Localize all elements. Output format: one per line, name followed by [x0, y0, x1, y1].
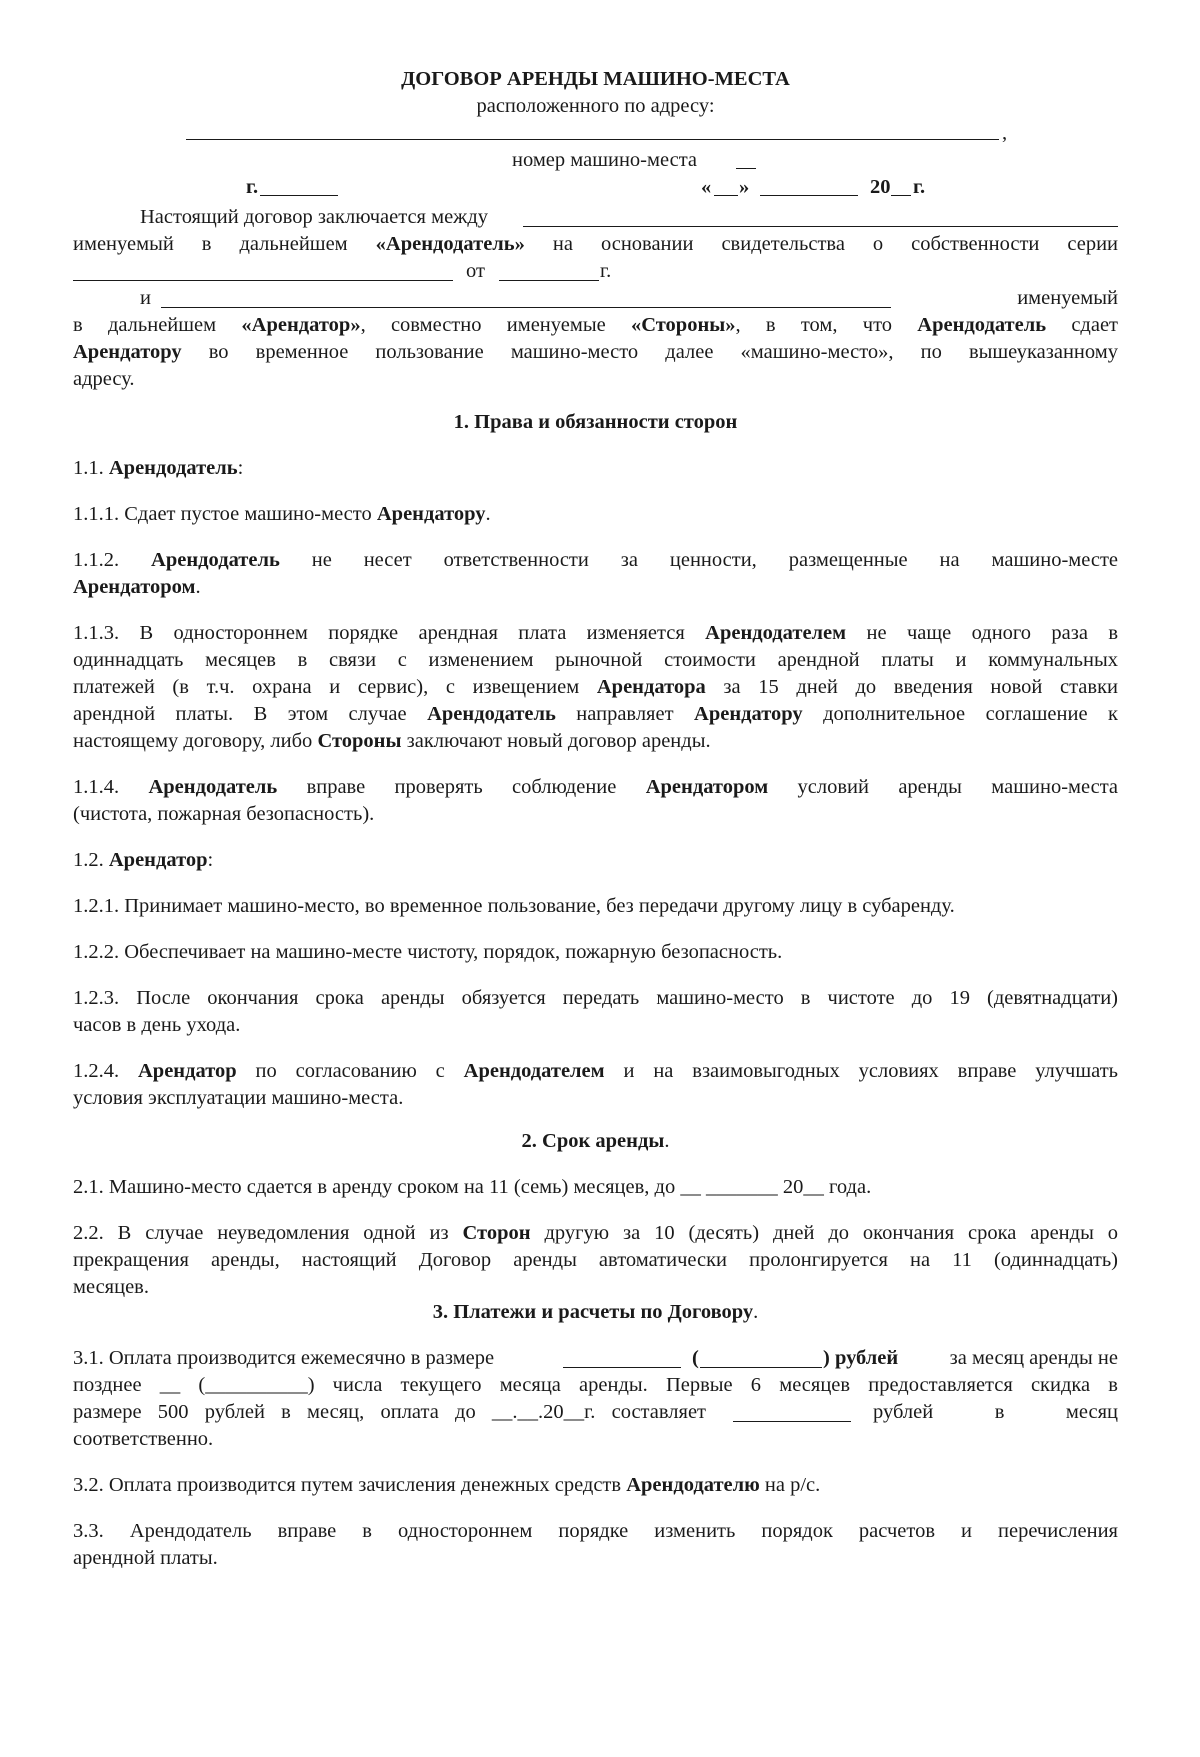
clause-1-1-3-line-1: 1.1.3. В одностороннем порядке арендная плата изменяется Арендодателем не чаще одного раза в [73, 622, 1119, 644]
clause-3-1-line-2: позднее __ (__________) числа текущего месяца аренды. Первые 6 месяцев предоставляется скидка в [73, 1374, 1118, 1396]
spot-number-blank [736, 149, 756, 169]
document-subtitle: расположенного по адресу: [476, 95, 715, 117]
clause-1-2-1: 1.2.1. Принимает машино-место, во временное пользование, без передачи другому лицу в субаренду. [73, 895, 955, 917]
date-month-blank [760, 176, 858, 196]
clause-1-1-4-line-1: 1.1.4. Арендодатель вправе проверять соблюдение Арендатором условий аренды машино-места [73, 776, 1119, 798]
clause-1-2-3-line-2: часов в день ухода. [73, 1014, 241, 1036]
preamble-line-6: Арендатору во временное пользование машино-место далее «машино-место», по вышеуказанному [73, 341, 1118, 363]
date-open-quote: « [701, 176, 712, 198]
certificate-date-blank [499, 261, 599, 281]
clause-1-2-4-line-1: 1.2.4. Арендатор по согласованию с Арендодателем и на взаимовыгодных условиях вправе улучшать [73, 1060, 1119, 1082]
document-title: ДОГОВОР АРЕНДЫ МАШИНО-МЕСТА [401, 68, 790, 90]
date-close-quote: » [739, 176, 750, 198]
clause-3-3-line-1: 3.3. Арендодатель вправе в одностороннем порядке изменить порядок расчетов и перечисления [73, 1520, 1118, 1542]
section-2-heading: 2. Срок аренды. [521, 1130, 670, 1152]
landlord-name-blank [523, 207, 1118, 227]
rent-amount-words-blank [700, 1348, 822, 1368]
clause-1-1-3-line-2: одиннадцать месяцев в связи с изменением рыночной стоимости арендной платы и коммунальных [73, 649, 1118, 671]
section-1-heading: 1. Права и обязанности сторон [453, 411, 738, 433]
clause-1-1-3-line-5: настоящему договору, либо Стороны заключают новый договор аренды. [73, 730, 711, 752]
clause-3-3-line-2: арендной платы. [73, 1547, 218, 1569]
clause-3-1-line-4: соответственно. [73, 1428, 214, 1450]
clause-1-1: 1.1. Арендодатель: [73, 457, 244, 479]
clause-1-2: 1.2. Арендатор: [73, 849, 214, 871]
preamble-line-2: именуемый в дальнейшем «Арендодатель» на основании свидетельства о собственности серии [73, 233, 1119, 255]
discounted-amount-blank [733, 1402, 851, 1422]
clause-1-2-2: 1.2.2. Обеспечивает на машино-месте чистоту, порядок, пожарную безопасность. [73, 941, 783, 963]
certificate-series-blank [73, 261, 453, 281]
clause-1-1-3-line-3: платежей (в т.ч. охрана и сервис), с извещением Арендатора за 15 дней до введения новой ставки [73, 676, 1119, 698]
rent-amount-blank [563, 1348, 681, 1368]
preamble-line-7: адресу. [73, 368, 135, 390]
clause-1-1-4-line-2: (чистота, пожарная безопасность). [73, 803, 375, 825]
clause-1-1-3-line-4: арендной платы. В этом случае Арендодатель направляет Арендатору дополнительное соглашение к [73, 703, 1118, 725]
clause-2-2-line-3: месяцев. [73, 1276, 149, 1298]
clause-2-2-line-2: прекращения аренды, настоящий Договор аренды автоматически пролонгируется на 11 (одиннадцать) [73, 1249, 1118, 1271]
section-3-heading: 3. Платежи и расчеты по Договору. [432, 1301, 759, 1323]
date-year-prefix: 20 [870, 176, 891, 198]
clause-2-2-line-1: 2.2. В случае неуведомления одной из Сторон другую за 10 (десять) дней до окончания срока аренды о [73, 1222, 1119, 1244]
clause-1-2-4-line-2: условия эксплуатации машино-места. [73, 1087, 404, 1109]
spot-number-label: номер машино-места [512, 149, 698, 171]
address-comma: , [1002, 122, 1008, 144]
address-blank [186, 120, 999, 140]
city-blank [260, 176, 338, 196]
date-day-blank [714, 176, 738, 196]
clause-1-1-2-line-1: 1.1.2. Арендодатель не несет ответственности за ценности, размещенные на машино-месте [73, 549, 1119, 571]
city-prefix: г. [246, 176, 259, 198]
date-year-suffix: г. [913, 176, 926, 198]
clause-1-1-2-line-2: Арендатором. [73, 576, 201, 598]
clause-1-2-3-line-1: 1.2.3. После окончания срока аренды обязуется передать машино-место в чистоте до 19 (девятнадцати) [73, 987, 1118, 1009]
clause-1-1-1: 1.1.1. Сдает пустое машино-место Арендатору. [73, 503, 491, 525]
clause-2-1: 2.1. Машино-место сдается в аренду сроком на 11 (семь) месяцев, до __ _______ 20__ года. [73, 1176, 872, 1198]
clause-3-2: 3.2. Оплата производится путем зачисления денежных средств Арендодателю на р/с. [73, 1474, 821, 1496]
preamble-line-5: в дальнейшем «Арендатор», совместно именуемые «Стороны», в том, что Арендодатель сдает [73, 314, 1118, 336]
date-year-blank [891, 176, 911, 196]
tenant-name-blank [161, 288, 891, 308]
